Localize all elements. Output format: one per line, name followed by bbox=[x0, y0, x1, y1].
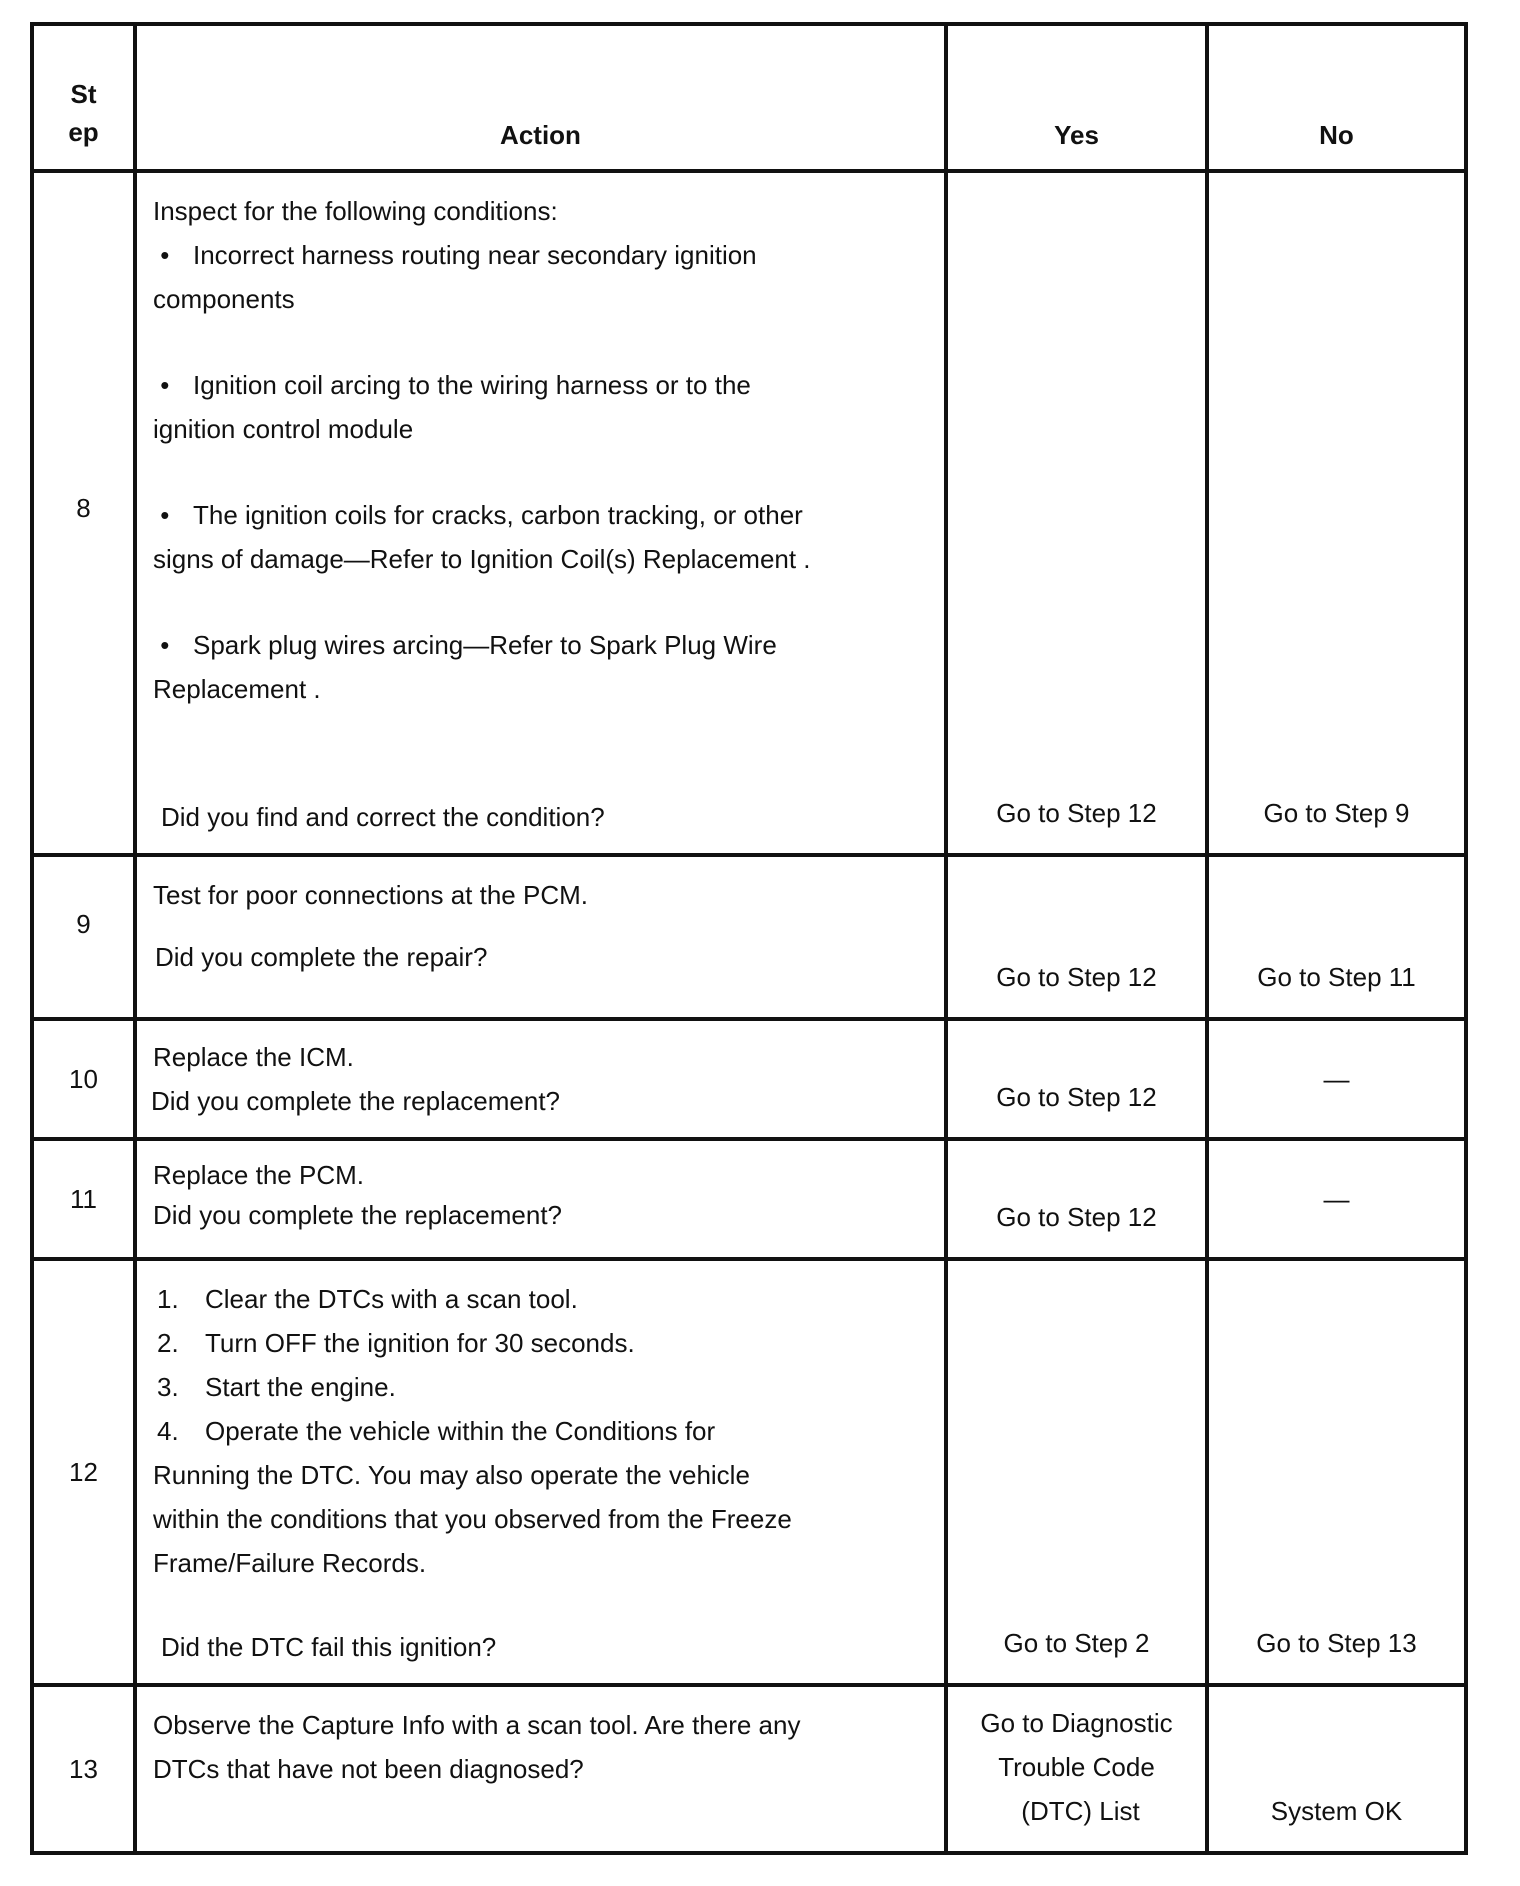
spacer bbox=[153, 321, 930, 363]
action-question: Did the DTC fail this ignition? bbox=[161, 1632, 497, 1662]
action-cell bbox=[135, 171, 946, 855]
yes-cell: Go to Step 12 bbox=[946, 1139, 1207, 1259]
list-number: 2. bbox=[157, 1328, 179, 1358]
bullet-text-cont: Replacement . bbox=[153, 674, 321, 704]
bullet-text-cont: ignition control module bbox=[153, 414, 414, 444]
header-action: Action bbox=[135, 24, 946, 171]
table-row bbox=[32, 171, 1466, 855]
action-question: Did you complete the replacement? bbox=[151, 1086, 561, 1116]
action-text: Observe the Capture Info with a scan tool. Are there any bbox=[153, 1710, 801, 1740]
action-cell bbox=[135, 1019, 946, 1139]
list-text-cont: within the conditions that you observed from the Freeze bbox=[153, 1504, 792, 1534]
list-text: Operate the vehicle within the Conditions for bbox=[205, 1416, 716, 1446]
bullet-icon: • bbox=[153, 240, 170, 270]
header-yes: Yes bbox=[946, 24, 1207, 171]
list-number: 3. bbox=[157, 1372, 179, 1402]
yes-cell: Go to Step 2 bbox=[946, 1259, 1207, 1685]
list-item bbox=[153, 1365, 930, 1409]
list-number: 1. bbox=[157, 1284, 179, 1314]
spacer bbox=[153, 451, 930, 493]
bullet-item bbox=[153, 233, 930, 277]
action-text: Replace the PCM. bbox=[153, 1160, 364, 1190]
bullet-text: Spark plug wires arcing—Refer to Spark Plug Wire bbox=[193, 630, 777, 660]
list-text-cont: Frame/Failure Records. bbox=[153, 1548, 427, 1578]
no-cell: — bbox=[1207, 1019, 1466, 1139]
list-item bbox=[153, 1321, 930, 1365]
list-text: Start the engine. bbox=[205, 1372, 396, 1402]
table-row bbox=[32, 1019, 1466, 1139]
yes-text: (DTC) List bbox=[1021, 1796, 1140, 1826]
yes-cell: Go to Step 12 bbox=[946, 171, 1207, 855]
spacer bbox=[153, 711, 930, 795]
list-text: Clear the DTCs with a scan tool. bbox=[205, 1284, 578, 1314]
yes-text: Go to Diagnostic bbox=[980, 1708, 1173, 1738]
bullet-text: Incorrect harness routing near secondary ignition bbox=[193, 240, 757, 270]
no-cell: Go to Step 13 bbox=[1207, 1259, 1466, 1685]
list-item bbox=[153, 1277, 930, 1321]
list-text: Turn OFF the ignition for 30 seconds. bbox=[205, 1328, 635, 1358]
no-cell: Go to Step 11 bbox=[1207, 855, 1466, 1019]
header-row bbox=[32, 24, 1466, 171]
action-question: Did you complete the repair? bbox=[155, 942, 488, 972]
spacer bbox=[153, 1585, 930, 1625]
action-cell bbox=[135, 1139, 946, 1259]
action-question: Did you find and correct the condition? bbox=[161, 802, 605, 832]
bullet-icon: • bbox=[153, 500, 170, 530]
bullet-item bbox=[153, 493, 930, 537]
yes-cell: Go to Step 12 bbox=[946, 1019, 1207, 1139]
list-text-cont: Running the DTC. You may also operate the vehicle bbox=[153, 1460, 750, 1490]
bullet-icon: • bbox=[153, 370, 170, 400]
yes-cell: Go to Step 12 bbox=[946, 855, 1207, 1019]
yes-cell bbox=[946, 1685, 1207, 1853]
action-cell bbox=[135, 1685, 946, 1853]
action-text: DTCs that have not been diagnosed? bbox=[153, 1754, 584, 1784]
no-cell: System OK bbox=[1207, 1685, 1466, 1853]
bullet-icon: • bbox=[153, 630, 170, 660]
bullet-item bbox=[153, 363, 930, 407]
spacer bbox=[153, 581, 930, 623]
action-cell bbox=[135, 855, 946, 1019]
bullet-text: Ignition coil arcing to the wiring harness or to the bbox=[193, 370, 751, 400]
header-step-line2: ep bbox=[68, 117, 99, 147]
step-number: 12 bbox=[32, 1259, 135, 1685]
header-no: No bbox=[1207, 24, 1466, 171]
bullet-item bbox=[153, 623, 930, 667]
step-number: 11 bbox=[32, 1139, 135, 1259]
list-number: 4. bbox=[157, 1416, 179, 1446]
no-cell: — bbox=[1207, 1139, 1466, 1259]
step-number: 13 bbox=[32, 1685, 135, 1853]
step-number: 9 bbox=[32, 855, 135, 1019]
action-text: Replace the ICM. bbox=[153, 1042, 354, 1072]
table-row bbox=[32, 1259, 1466, 1685]
table-row bbox=[32, 1685, 1466, 1853]
list-item bbox=[153, 1409, 930, 1453]
yes-text: Trouble Code bbox=[998, 1752, 1155, 1782]
action-cell bbox=[135, 1259, 946, 1685]
bullet-text: The ignition coils for cracks, carbon tracking, or other bbox=[193, 500, 803, 530]
action-intro: Inspect for the following conditions: bbox=[153, 196, 558, 226]
step-number: 8 bbox=[32, 171, 135, 855]
no-cell: Go to Step 9 bbox=[1207, 171, 1466, 855]
table-row bbox=[32, 855, 1466, 1019]
bullet-text-cont: components bbox=[153, 284, 295, 314]
diagnostic-table bbox=[30, 22, 1468, 1855]
action-text: Test for poor connections at the PCM. bbox=[153, 880, 588, 910]
bullet-text-cont: signs of damage—Refer to Ignition Coil(s) Replacement . bbox=[153, 544, 811, 574]
header-step bbox=[32, 24, 135, 171]
header-step-line1: St bbox=[70, 79, 97, 109]
table-row bbox=[32, 1139, 1466, 1259]
action-question: Did you complete the replacement? bbox=[153, 1200, 563, 1230]
step-number: 10 bbox=[32, 1019, 135, 1139]
